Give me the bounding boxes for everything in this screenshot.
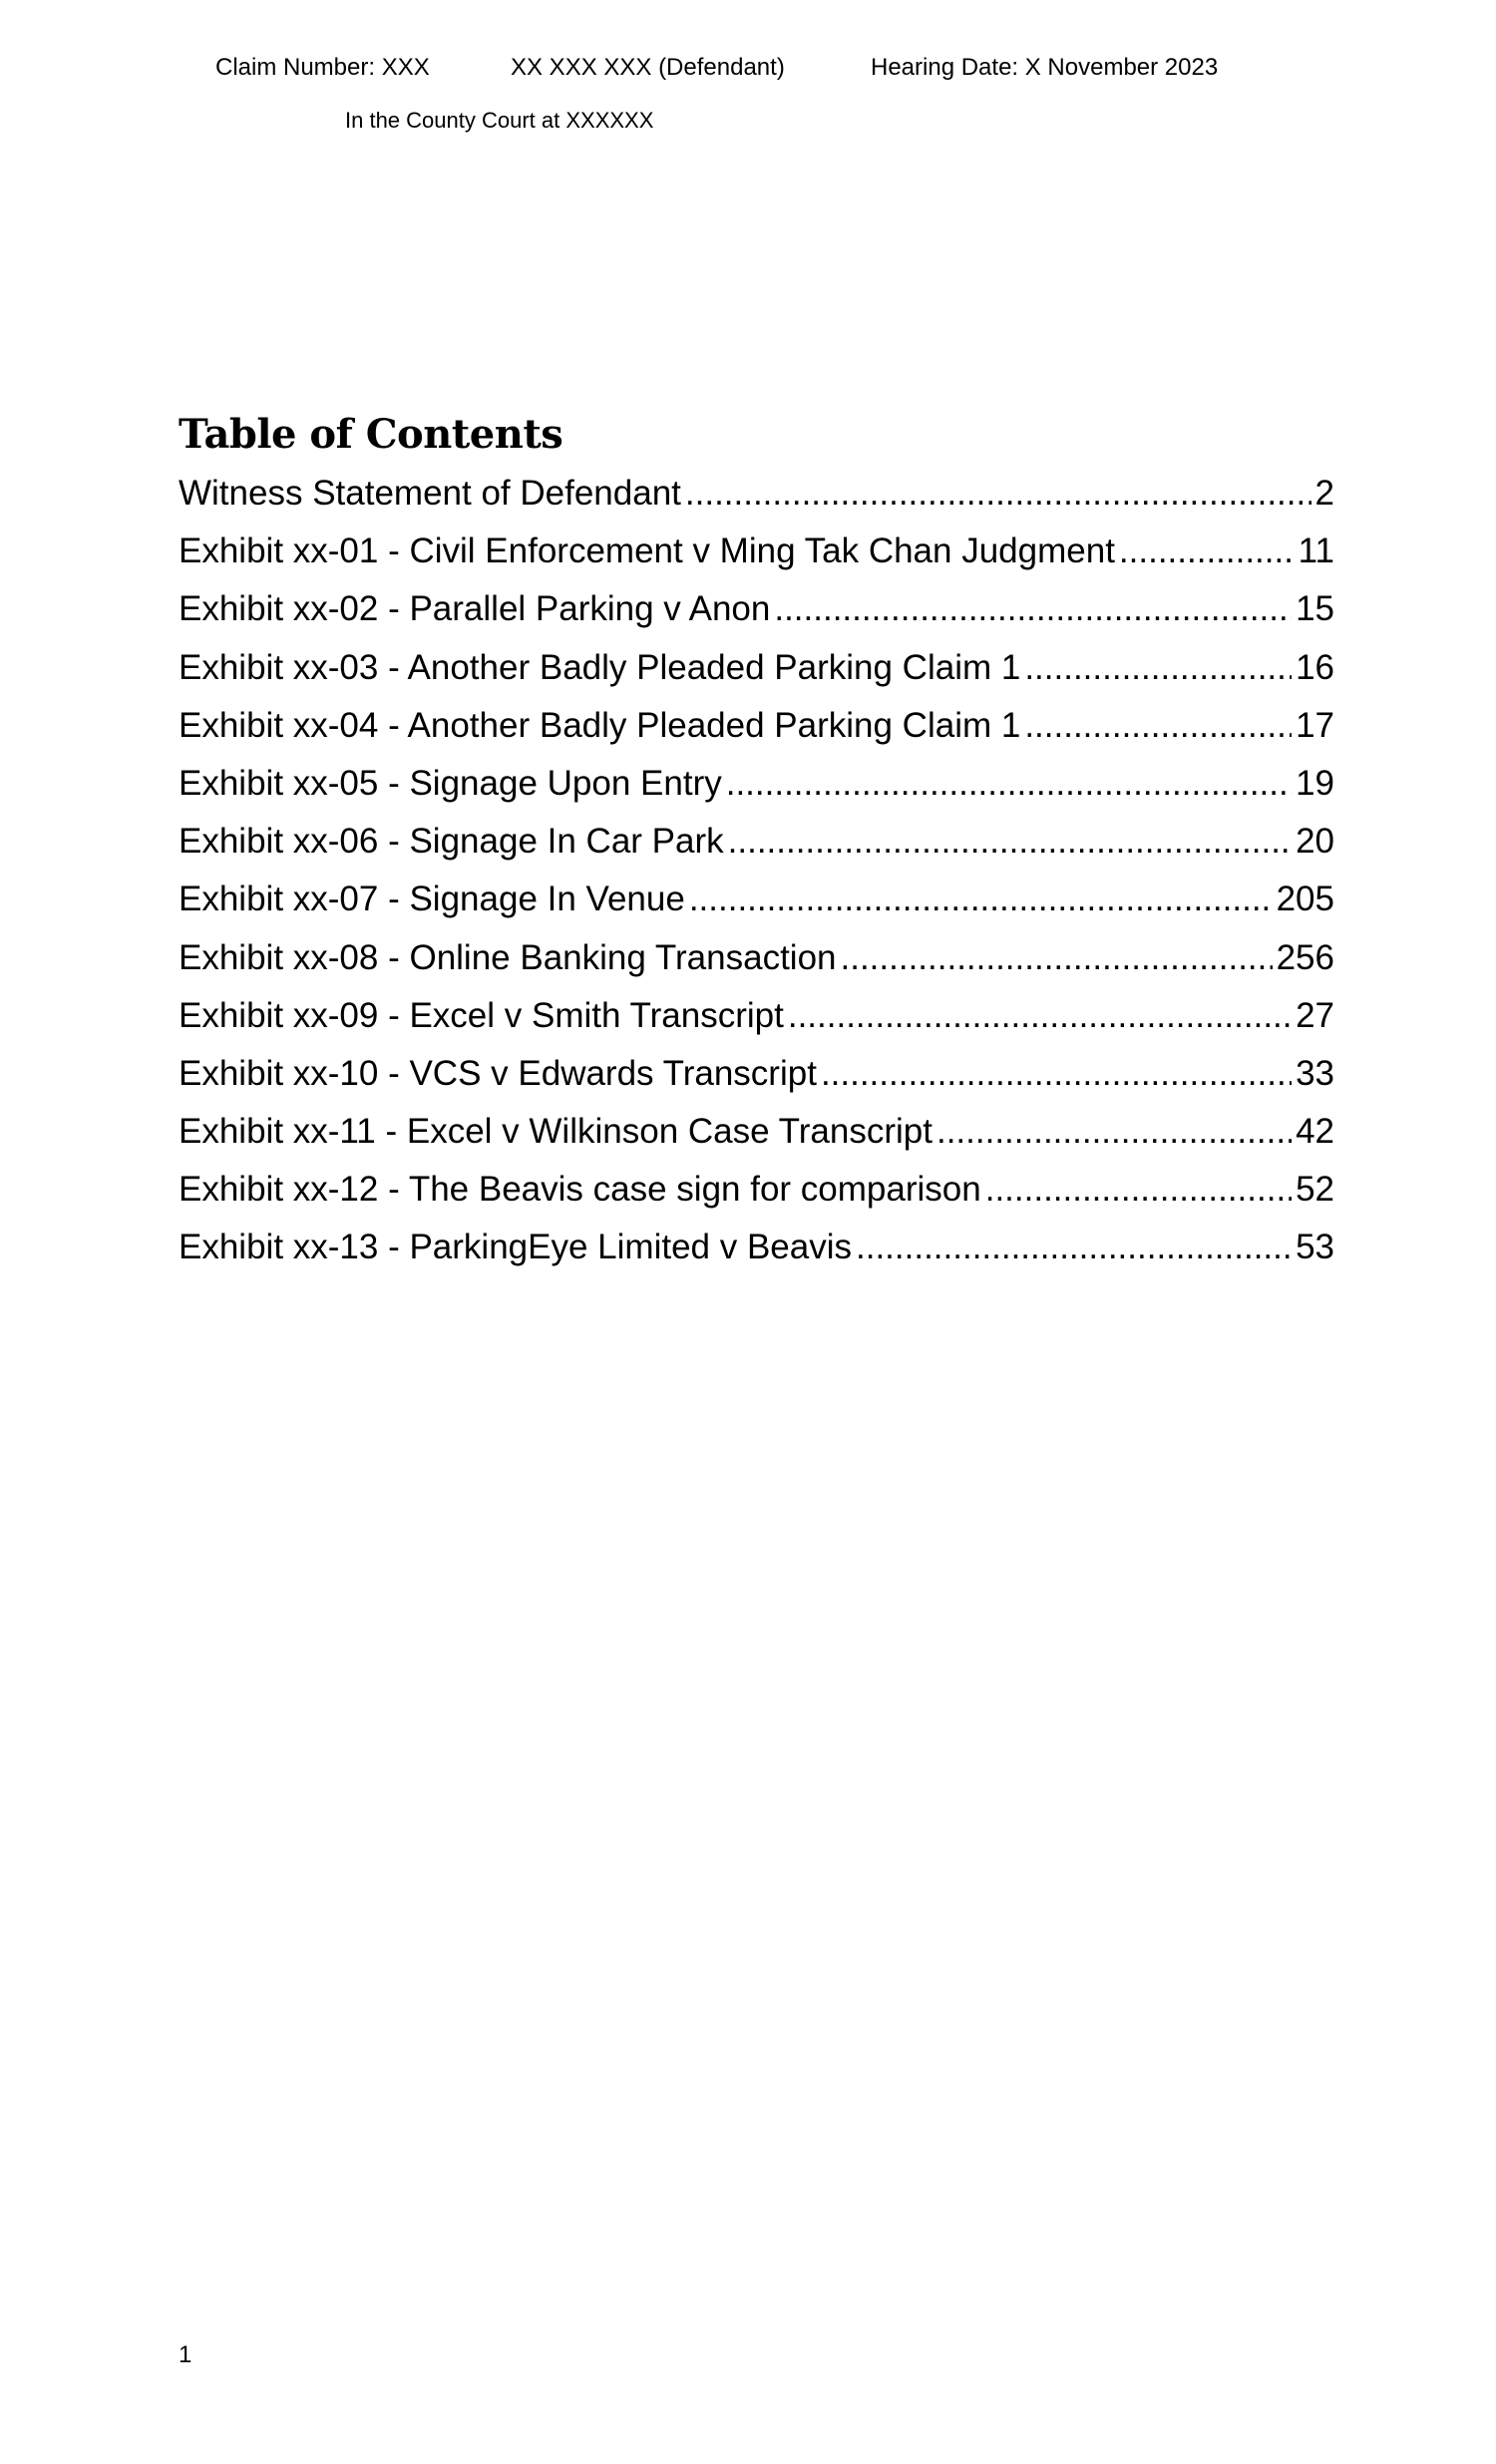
dot-leader	[1024, 697, 1292, 755]
toc-entry-title: Exhibit xx-04 - Another Badly Pleaded Parking Claim 1	[179, 705, 1021, 745]
toc-entry[interactable]	[179, 639, 1334, 697]
toc-entry[interactable]	[179, 929, 1334, 987]
dot-leader	[788, 987, 1292, 1045]
toc-entry-title: Exhibit xx-01 - Civil Enforcement v Ming Tak Chan Judgment	[179, 531, 1115, 571]
hearing-date: Hearing Date: X November 2023	[871, 54, 1219, 81]
toc-title: Table of Contents	[179, 411, 563, 458]
dot-leader	[985, 1161, 1292, 1219]
toc-entry-page: 53	[1296, 1228, 1334, 1267]
toc-entry[interactable]	[179, 465, 1334, 523]
toc-entry[interactable]	[179, 813, 1334, 871]
toc-entry[interactable]	[179, 871, 1334, 928]
dot-leader	[689, 871, 1273, 928]
toc-entry-title: Exhibit xx-08 - Online Banking Transaction	[179, 937, 837, 977]
dot-leader	[774, 580, 1292, 638]
toc-entry[interactable]	[179, 697, 1334, 755]
toc-entry-title: Exhibit xx-11 - Excel v Wilkinson Case Transcript	[179, 1112, 933, 1152]
dot-leader	[1119, 523, 1295, 580]
toc-entry-page: 16	[1296, 647, 1334, 687]
dot-leader	[728, 813, 1292, 871]
dot-leader	[821, 1045, 1292, 1103]
dot-leader	[685, 465, 1311, 523]
toc-entry-title: Exhibit xx-09 - Excel v Smith Transcript	[179, 995, 784, 1035]
toc-entry-page: 20	[1296, 822, 1334, 862]
toc-entry-page: 19	[1296, 763, 1334, 803]
toc-entry-page: 256	[1276, 937, 1334, 977]
toc-entry-page: 27	[1296, 995, 1334, 1035]
dot-leader	[936, 1103, 1292, 1161]
toc-entry-title: Exhibit xx-13 - ParkingEye Limited v Beavis	[179, 1228, 852, 1267]
dot-leader	[726, 755, 1292, 813]
toc-entry-page: 52	[1296, 1170, 1334, 1210]
toc-entry[interactable]	[179, 523, 1334, 580]
toc-entry-title: Exhibit xx-02 - Parallel Parking v Anon	[179, 589, 771, 629]
toc-entry-page: 11	[1298, 531, 1334, 571]
toc-entry-title: Exhibit xx-03 - Another Badly Pleaded Parking Claim 1	[179, 647, 1021, 687]
dot-leader	[856, 1219, 1292, 1276]
page-header	[0, 48, 1496, 88]
toc-entry-page: 42	[1296, 1112, 1334, 1152]
toc-entry[interactable]	[179, 1045, 1334, 1103]
page-number: 1	[179, 2341, 192, 2368]
dot-leader	[1024, 639, 1292, 697]
toc-entry-title: Exhibit xx-12 - The Beavis case sign for comparison	[179, 1170, 981, 1210]
table-of-contents	[179, 465, 1334, 1277]
toc-entry[interactable]	[179, 1103, 1334, 1161]
toc-entry-page: 15	[1296, 589, 1334, 629]
toc-entry[interactable]	[179, 1161, 1334, 1219]
court-name: In the County Court at XXXXXX	[345, 108, 654, 133]
toc-entry-page: 33	[1296, 1053, 1334, 1093]
toc-entry[interactable]	[179, 755, 1334, 813]
toc-entry-page: 17	[1296, 705, 1334, 745]
toc-entry-title: Exhibit xx-06 - Signage In Car Park	[179, 822, 724, 862]
toc-entry[interactable]	[179, 1219, 1334, 1276]
toc-entry-title: Exhibit xx-10 - VCS v Edwards Transcript	[179, 1053, 817, 1093]
toc-entry-title: Witness Statement of Defendant	[179, 474, 681, 513]
toc-entry[interactable]	[179, 987, 1334, 1045]
toc-entry-page: 205	[1276, 880, 1334, 919]
claim-number: Claim Number: XXX	[215, 54, 430, 81]
toc-entry[interactable]	[179, 580, 1334, 638]
dot-leader	[841, 929, 1273, 987]
defendant-name: XX XXX XXX (Defendant)	[511, 54, 785, 81]
toc-entry-title: Exhibit xx-05 - Signage Upon Entry	[179, 763, 722, 803]
toc-entry-title: Exhibit xx-07 - Signage In Venue	[179, 880, 685, 919]
toc-entry-page: 2	[1314, 474, 1334, 513]
